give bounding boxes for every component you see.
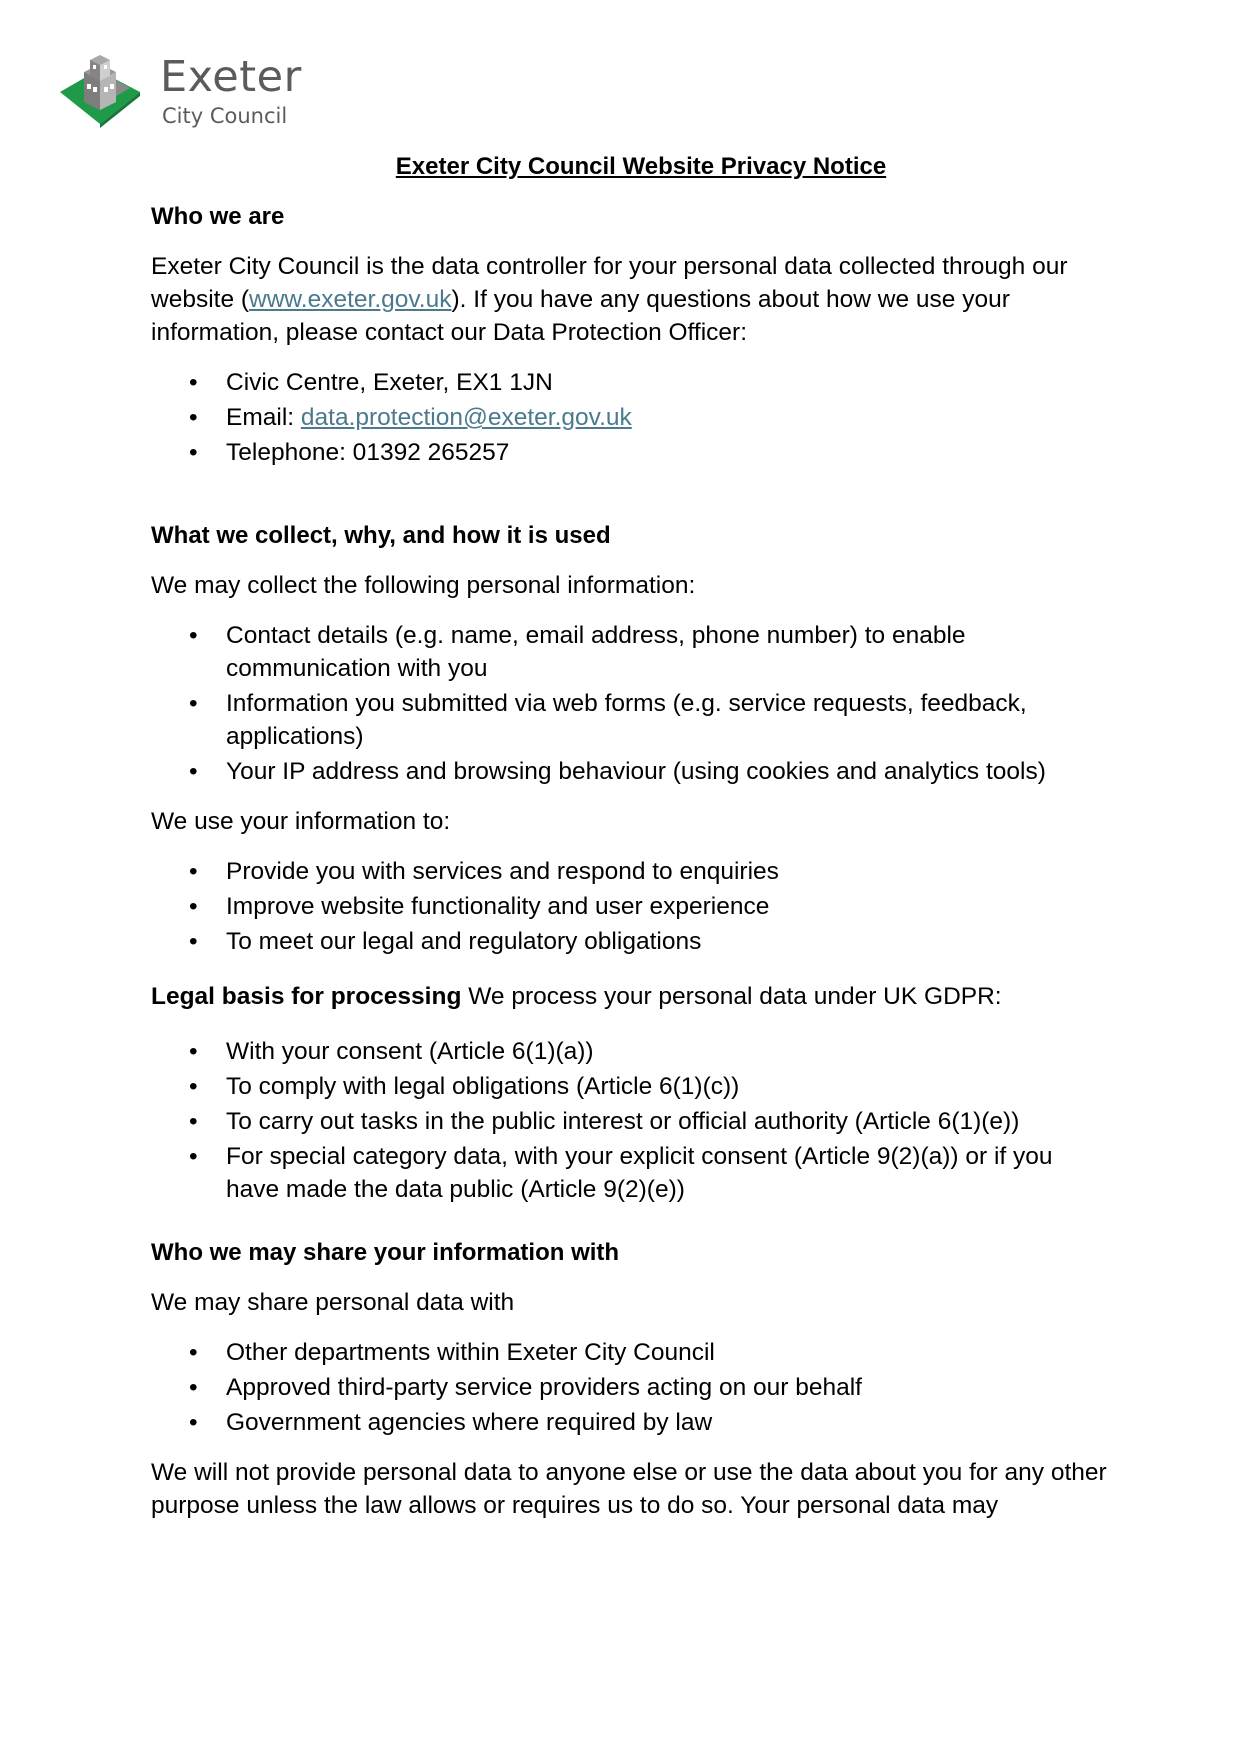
list-item: • With your consent (Article 6(1)(a)) [151, 1035, 1111, 1068]
heading-who-we-are: Who we are [151, 203, 285, 230]
legal-basis-list [151, 1035, 1111, 1206]
list-item: • Contact details (e.g. name, email address, phone number) to enable communication with you [151, 619, 1111, 685]
heading-what-we-collect: What we collect, why, and how it is used [151, 522, 611, 549]
heading-who-we-share-with: Who we may share your information with [151, 1239, 620, 1266]
paragraph-use-intro: We use your information to: [151, 808, 451, 835]
list-item: • Information you submitted via web forms (e.g. service requests, feedback, applications) [151, 687, 1111, 753]
list-item: • Provide you with services and respond to enquiries [151, 855, 1111, 888]
logo-subtitle: City Council [162, 104, 288, 128]
share-list [151, 1336, 1111, 1439]
list-item: • For special category data, with your explicit consent (Article 9(2)(a)) or if you have made the data public (Article 9(2)(e)) [151, 1140, 1111, 1206]
email-label: Email: [226, 404, 301, 431]
council-logo [60, 50, 300, 135]
list-item: • To meet our legal and regulatory obligations [151, 925, 1111, 958]
contact-list [151, 366, 1111, 469]
paragraph-legal-basis [151, 980, 1111, 1013]
page-title: Exeter City Council Website Privacy Notice [395, 153, 887, 180]
heading-legal-basis: Legal basis for processing [151, 983, 462, 1010]
paragraph-closing: We will not provide personal data to anyone else or use the data about you for any other purpose unless the law allows or requires us to do so. Your personal data may [151, 1459, 1107, 1519]
council-logo-icon [60, 50, 155, 130]
website-link[interactable]: www.exeter.gov.uk [249, 286, 452, 313]
text-fragment: Exeter City Council is the data controller for your personal data collected through our website ( [151, 253, 1068, 313]
text-fragment: We process your personal data under UK GDPR: [461, 983, 1002, 1010]
email-link[interactable]: data.protection@exeter.gov.uk [300, 404, 632, 431]
list-item [151, 401, 1111, 434]
use-list [151, 855, 1111, 958]
list-item: • Telephone: 01392 265257 [151, 436, 1111, 469]
paragraph-share-intro: We may share personal data with [151, 1289, 515, 1316]
list-item: • Approved third-party service providers acting on our behalf [151, 1371, 1111, 1404]
list-item: • To comply with legal obligations (Article 6(1)(c)) [151, 1070, 1111, 1103]
list-item: • To carry out tasks in the public interest or official authority (Article 6(1)(e)) [151, 1105, 1111, 1138]
list-item: • Your IP address and browsing behaviour (using cookies and analytics tools) [151, 755, 1111, 788]
list-item: • Government agencies where required by law [151, 1406, 1111, 1439]
text-fragment: ). If you have any questions about how we use your information, please contact our Data Protection Officer: [151, 286, 1010, 346]
paragraph-collect-intro: We may collect the following personal information: [151, 572, 696, 599]
document-body [151, 150, 1111, 1522]
paragraph-data-controller [151, 250, 1111, 349]
list-item: • Civic Centre, Exeter, EX1 1JN [151, 366, 1111, 399]
list-item: • Other departments within Exeter City Council [151, 1336, 1111, 1369]
logo-wordmark: Exeter [160, 52, 302, 102]
list-item: • Improve website functionality and user experience [151, 890, 1111, 923]
collect-list [151, 619, 1111, 788]
